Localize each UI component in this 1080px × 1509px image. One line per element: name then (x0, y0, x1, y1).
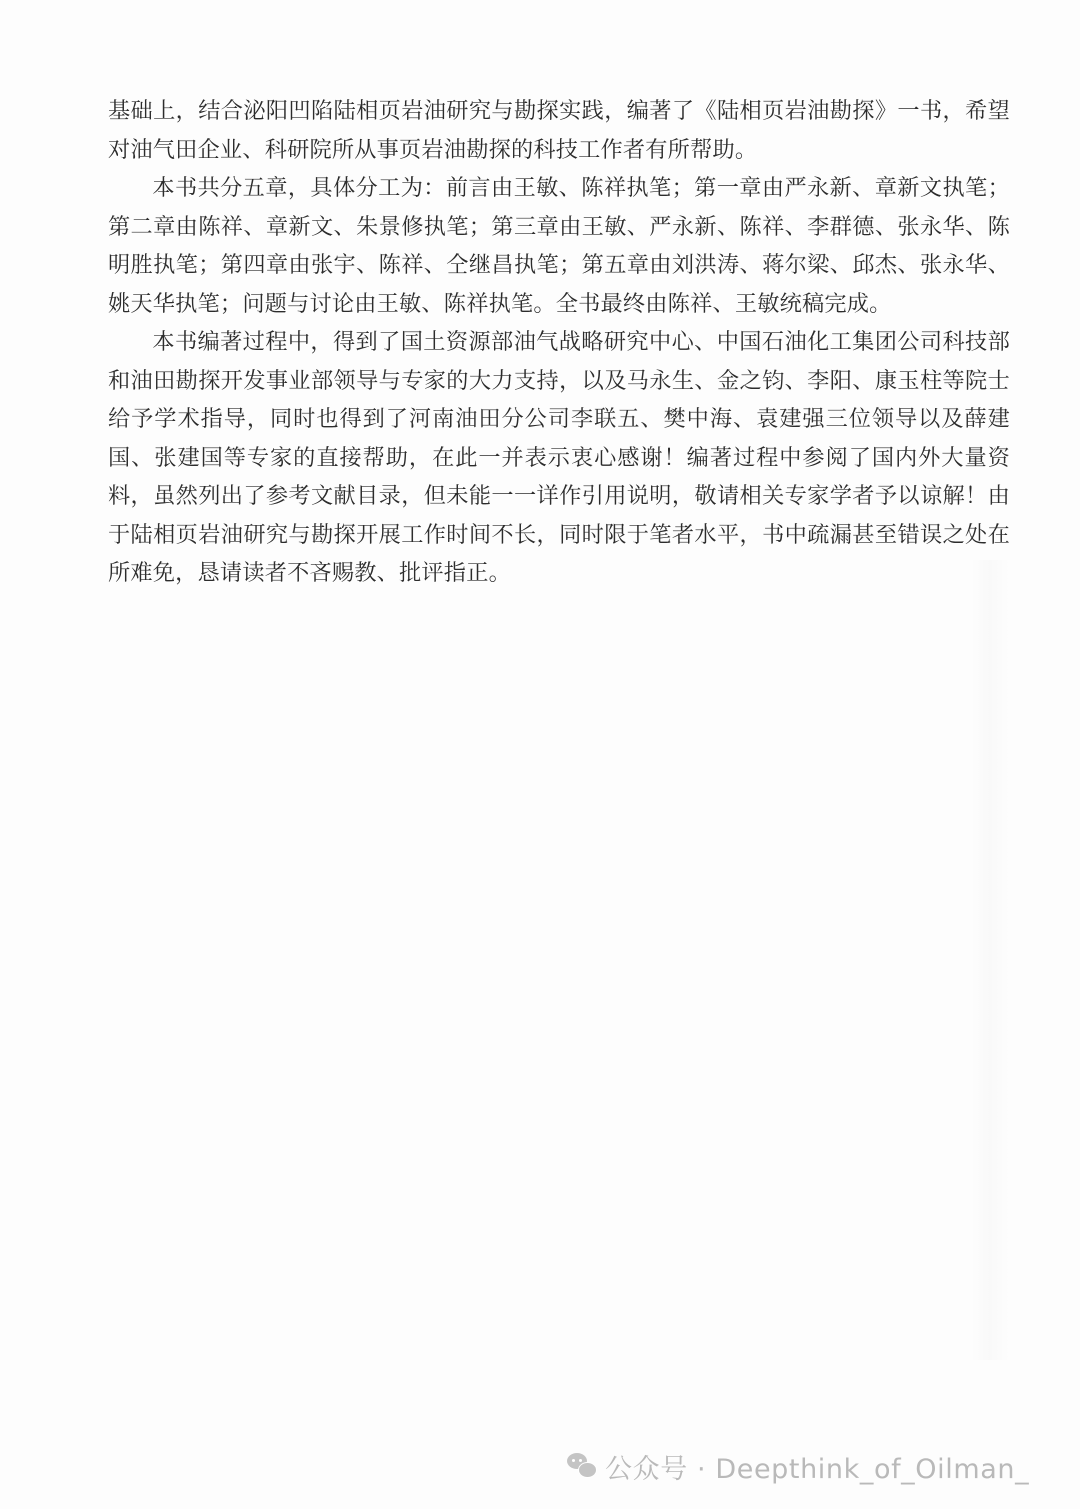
paragraph-authorship: 本书共分五章，具体分工为：前言由王敏、陈祥执笔；第一章由严永新、章新文执笔；第二章由陈祥、章新文、朱景修执笔；第三章由王敏、严永新、陈祥、李群德、张永华、陈明胜执笔；第四章由张宇、陈祥、仝继昌执笔；第五章由刘洪涛、蒋尔梁、邱杰、张永华、姚天华执笔；问题与讨论由王敏、陈祥执笔。全书最终由陈祥、王敏统稿完成。 (108, 175, 1010, 317)
wechat-icon (567, 1453, 597, 1479)
paragraph-acknowledgements: 本书编著过程中，得到了国土资源部油气战略研究中心、中国石油化工集团公司科技部和油田勘探开发事业部领导与专家的大力支持，以及马永生、金之钧、李阳、康玉柱等院士给予学术指导，同时也得到了河南油田分公司李联五、樊中海、袁建强三位领导以及薛建国、张建国等专家的直接帮助，在此一并表示衷心感谢！编著过程中参阅了国内外大量资料，虽然列出了参考文献目录，但未能一一详作引用说明，敬请相关专家学者予以谅解！由于陆相页岩油研究与勘探开展工作时间不长，同时限于笔者水平，书中疏漏甚至错误之处在所难免，恳请读者不吝赐教、批评指正。 (108, 329, 1010, 586)
scan-shading (970, 560, 1010, 1360)
body-text (108, 92, 1010, 593)
paragraph-continuation: 基础上，结合泌阳凹陷陆相页岩油研究与勘探实践，编著了《陆相页岩油勘探》一书，希望对油气田企业、科研院所从事页岩油勘探的科技工作者有所帮助。 (108, 98, 1010, 163)
wechat-watermark (567, 1446, 1029, 1486)
watermark-text: 公众号 · Deepthink_of_Oilman_ (605, 1453, 1030, 1485)
